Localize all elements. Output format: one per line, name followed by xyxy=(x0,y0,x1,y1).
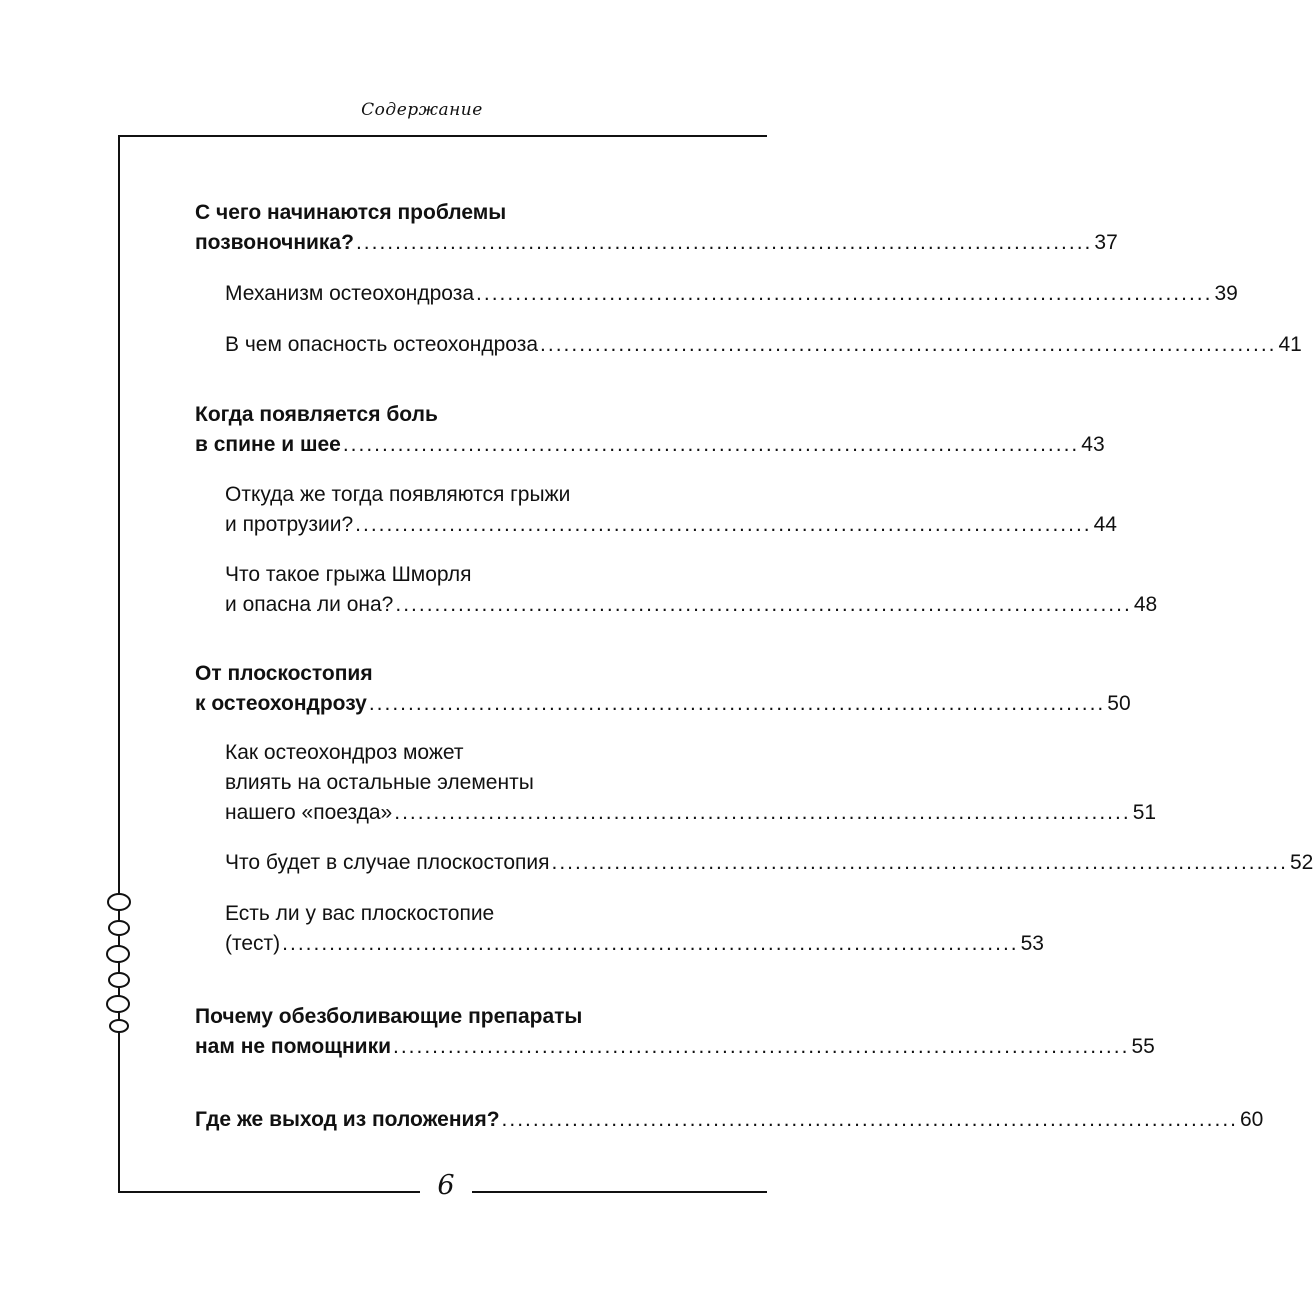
toc-entry-title-line: В чем опасность остеохондроза xyxy=(225,333,539,356)
toc-dot-leader: .............................................................................................. xyxy=(501,1108,1238,1131)
toc-dot-leader: .............................................................................................. xyxy=(551,851,1288,874)
toc-entry[interactable] xyxy=(195,400,1105,460)
toc-dot-leader: .............................................................................................. xyxy=(368,692,1106,715)
toc-page-number: 53 xyxy=(1020,932,1044,955)
toc-dot-leader: .............................................................................................. xyxy=(355,513,1092,536)
toc-entry-title-line: и опасна ли она? xyxy=(225,593,394,616)
toc-page-number: 60 xyxy=(1240,1108,1264,1131)
toc-entry-title-line: влиять на остальные элементы xyxy=(225,771,534,794)
toc-dot-leader: .............................................................................................. xyxy=(476,282,1213,305)
toc-entry-title-line: Механизм остеохондроза xyxy=(225,282,475,305)
toc-entry-title-line: (тест) xyxy=(225,932,281,955)
frame-bottom-line-right xyxy=(472,1191,767,1193)
toc-entry[interactable] xyxy=(225,738,1157,828)
toc-page-number: 37 xyxy=(1094,231,1118,254)
toc-entry-title-line: От плоскостопия xyxy=(195,662,373,685)
frame-top-line xyxy=(118,135,767,137)
toc-entry-title-line: и протрузии? xyxy=(225,513,354,536)
toc-entry[interactable] xyxy=(195,659,1131,719)
toc-dot-leader: .............................................................................................. xyxy=(342,433,1080,456)
toc-entry[interactable] xyxy=(225,848,1313,878)
toc-entry-title-line: Почему обезболивающие препараты xyxy=(195,1005,583,1028)
toc-entry[interactable] xyxy=(225,480,1117,540)
toc-dot-leader: .............................................................................................. xyxy=(394,801,1131,824)
toc-entry[interactable] xyxy=(195,1002,1155,1062)
frame-bottom-line-left xyxy=(118,1191,420,1193)
toc-page-number: 44 xyxy=(1093,513,1117,536)
toc-entry[interactable] xyxy=(225,899,1044,959)
toc-page-number: 51 xyxy=(1132,801,1157,824)
toc-entry[interactable] xyxy=(195,1105,1264,1135)
toc-dot-leader: .............................................................................................. xyxy=(355,231,1093,254)
toc-entry-title-line: в спине и шее xyxy=(195,433,341,456)
toc-page-number: 48 xyxy=(1133,593,1158,616)
toc-entry-title-line: Откуда же тогда появляются грыжи xyxy=(225,483,571,506)
toc-page-number: 39 xyxy=(1214,282,1238,305)
toc-page-number: 52 xyxy=(1289,851,1313,874)
toc-entry-title-line: нашего «поезда» xyxy=(225,801,393,824)
toc-page-number: 50 xyxy=(1107,692,1131,715)
toc-page-number: 43 xyxy=(1081,433,1105,456)
toc-entry-title-line: С чего начинаются проблемы xyxy=(195,201,507,224)
toc-entry-title-line: Есть ли у вас плоскостопие xyxy=(225,902,495,925)
toc-dot-leader: .............................................................................................. xyxy=(392,1035,1130,1058)
toc-page-number: 55 xyxy=(1131,1035,1155,1058)
toc-entry[interactable] xyxy=(225,279,1238,309)
toc-entry-title-line: нам не помощники xyxy=(195,1035,391,1058)
decorative-rings-icon xyxy=(100,888,140,1036)
toc-entry-title-line: Где же выход из положения? xyxy=(195,1108,500,1131)
toc-dot-leader: .............................................................................................. xyxy=(282,932,1019,955)
toc-entry-title-line: Что будет в случае плоскостопия xyxy=(225,851,550,874)
toc-entry[interactable] xyxy=(195,198,1118,258)
toc-dot-leader: .............................................................................................. xyxy=(395,593,1132,616)
toc-entry-title-line: Как остеохондроз может xyxy=(225,741,464,764)
toc-entry[interactable] xyxy=(225,560,1158,620)
running-header: Содержание xyxy=(361,100,483,120)
toc-dot-leader: .............................................................................................. xyxy=(540,333,1277,356)
toc-entry[interactable] xyxy=(225,330,1302,360)
toc-entry-title-line: Когда появляется боль xyxy=(195,403,438,426)
toc-entry-title-line: позвоночника? xyxy=(195,231,354,254)
toc-entry-title-line: к остеохондрозу xyxy=(195,692,367,715)
toc-entry-title-line: Что такое грыжа Шморля xyxy=(225,563,472,586)
page-number: 6 xyxy=(437,1170,455,1201)
toc-page-number: 41 xyxy=(1278,333,1302,356)
